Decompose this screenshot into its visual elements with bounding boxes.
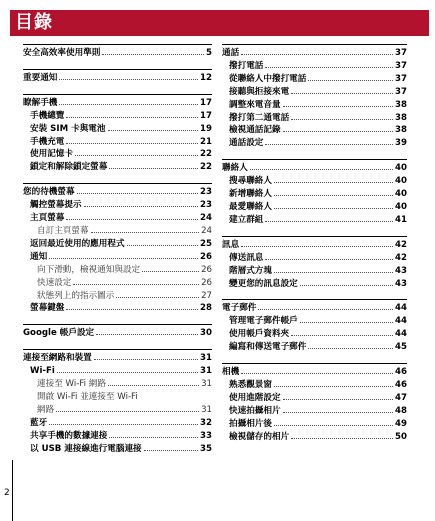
dot-leader	[84, 206, 198, 207]
toc-entry-title: 主頁螢幕	[30, 213, 65, 224]
toc-page-number: 32	[200, 417, 212, 428]
toc-entry[interactable]	[222, 405, 407, 418]
toc-entry[interactable]	[222, 265, 407, 278]
title-bar	[10, 10, 429, 36]
dot-leader	[308, 80, 393, 81]
toc-entry[interactable]	[222, 379, 407, 392]
dot-leader	[102, 54, 204, 55]
dot-leader	[91, 232, 199, 233]
dot-leader	[241, 54, 393, 55]
toc-page-number: 42	[395, 239, 407, 250]
toc-page-number: 38	[395, 125, 407, 136]
dot-leader	[116, 297, 199, 298]
toc-entry-title: 相機	[222, 367, 240, 378]
toc-entry-title: 聯絡人	[222, 163, 248, 174]
toc-entry-title: 傳送訊息	[229, 252, 264, 263]
dot-leader	[109, 168, 198, 169]
toc-page-number: 22	[200, 149, 212, 160]
toc-section	[23, 349, 212, 455]
toc-page-number: 37	[395, 60, 407, 71]
dot-leader	[291, 335, 393, 336]
toc-section	[222, 159, 407, 227]
toc-entry-title: 熟悉觀景窗	[229, 379, 272, 390]
toc-page-number: 37	[395, 48, 407, 58]
toc-page-number: 23	[200, 200, 212, 211]
toc-entry-title: 撥打第二通電話	[229, 112, 290, 123]
toc-entry-title: 最愛聯絡人	[229, 201, 272, 212]
toc-page-number: 17	[200, 97, 212, 108]
toc-entry[interactable]	[222, 86, 407, 99]
toc-entry-title: 快速設定	[37, 277, 72, 288]
dot-leader	[265, 221, 393, 222]
dot-leader	[283, 106, 393, 107]
dot-leader	[291, 93, 393, 94]
toc-page-number: 44	[395, 316, 407, 327]
toc-page-number: 46	[395, 367, 407, 378]
dot-leader	[274, 208, 393, 209]
toc-entry-title: 使用記憶卡	[30, 149, 73, 160]
toc-entry-title: 自訂主頁螢幕	[37, 225, 89, 236]
toc-chapter[interactable]	[222, 47, 407, 60]
dot-leader	[274, 182, 393, 183]
dot-leader	[265, 67, 393, 68]
toc-page-number: 39	[395, 138, 407, 149]
toc-page-number: 27	[201, 290, 212, 301]
toc-page-number: 50	[395, 431, 407, 442]
toc-page-number: 17	[200, 110, 212, 121]
dot-leader	[108, 385, 199, 386]
toc-entry-title: 快速拍攝相片	[229, 405, 281, 416]
toc-entry[interactable]	[222, 137, 407, 150]
toc-page-number: 46	[395, 379, 407, 390]
toc-entry[interactable]	[23, 290, 212, 303]
toc-page-number: 49	[395, 418, 407, 429]
dot-leader	[142, 271, 199, 272]
dot-leader	[49, 424, 198, 425]
toc-page-number: 45	[395, 342, 407, 353]
toc-page-number: 5	[206, 48, 212, 58]
toc-page-number: 31	[201, 379, 212, 390]
toc-page-number: 23	[200, 187, 212, 198]
toc-section	[222, 299, 407, 354]
toc-page-number: 31	[201, 404, 212, 415]
toc-entry[interactable]	[222, 99, 407, 112]
toc-chapter[interactable]	[222, 239, 407, 252]
toc-entry[interactable]	[23, 110, 212, 123]
toc-entry[interactable]	[222, 201, 407, 214]
toc-page-number: 24	[201, 225, 212, 236]
toc-entry[interactable]	[222, 60, 407, 73]
toc-page-number: 26	[201, 277, 212, 288]
dot-leader	[258, 309, 393, 310]
toc-entry-title: 瞭解手機	[23, 97, 58, 108]
toc-entry[interactable]	[23, 417, 212, 430]
dot-leader	[241, 373, 393, 374]
toc-page-number: 28	[200, 303, 212, 314]
dot-leader	[300, 322, 393, 323]
toc-chapter[interactable]	[23, 327, 212, 340]
dot-leader	[66, 219, 198, 220]
dot-leader	[59, 79, 198, 80]
dot-leader	[283, 399, 393, 400]
toc-entry[interactable]	[222, 112, 407, 125]
toc-page-number: 21	[200, 136, 212, 147]
toc-entry[interactable]	[222, 175, 407, 188]
toc-entry[interactable]	[23, 123, 212, 136]
dot-leader	[73, 284, 199, 285]
toc-entry-title: 電子郵件	[222, 303, 257, 314]
toc-entry-title: 網路	[37, 404, 55, 415]
toc-entry[interactable]	[23, 136, 212, 149]
toc-page-number: 26	[201, 264, 212, 275]
toc-section	[23, 183, 212, 315]
toc-page-number: 44	[395, 329, 407, 340]
toc-entry[interactable]	[222, 328, 407, 341]
toc-entry-title: 共享手機的數據連接	[30, 430, 108, 441]
toc-entry[interactable]	[23, 161, 212, 174]
toc-entry[interactable]	[222, 278, 407, 291]
toc-entry-title: 編寫和傳送電子郵件	[229, 342, 307, 353]
toc-chapter[interactable]	[23, 97, 212, 110]
toc-entry[interactable]	[23, 378, 212, 391]
toc-page-number: 26	[200, 251, 212, 262]
toc-entry-title: 螢幕鍵盤	[30, 303, 65, 314]
toc-right-column	[222, 44, 407, 452]
toc-page-number: 41	[395, 214, 407, 225]
toc-entry-title: 重要通知	[23, 72, 58, 83]
toc-entry-title: 變更您的訊息設定	[229, 278, 298, 289]
toc-page-number: 12	[200, 72, 212, 83]
toc-entry[interactable]	[222, 341, 407, 354]
toc-entry-title: 搜尋聯絡人	[229, 176, 272, 187]
toc-entry-title: 連接至 Wi-Fi 網路	[37, 379, 106, 390]
dot-leader	[66, 143, 198, 144]
toc-chapter[interactable]	[222, 302, 407, 315]
toc-entry[interactable]	[23, 225, 212, 238]
toc-entry-title: 您的待機螢幕	[23, 187, 75, 198]
toc-entry-title: 接聽與拒接來電	[229, 86, 290, 97]
dot-leader	[291, 438, 393, 439]
dot-leader	[108, 130, 199, 131]
toc-entry-title: 向下滑動，檢視通知與設定	[37, 264, 141, 275]
toc-entry[interactable]	[222, 431, 407, 444]
toc-chapter[interactable]	[222, 162, 407, 175]
toc-entry-title: 撥打電話	[229, 60, 264, 71]
dot-leader	[274, 272, 393, 273]
toc-entry-title: 連接至網路和裝置	[23, 353, 92, 364]
toc-entry-title: 狀態列上的指示圖示	[37, 290, 115, 301]
toc-page-number: 43	[395, 278, 407, 289]
toc-entry[interactable]	[222, 214, 407, 227]
dot-leader	[94, 359, 198, 360]
toc-page-number: 42	[395, 252, 407, 263]
toc-entry-title: 階層式方塊	[229, 265, 272, 276]
toc-entry[interactable]	[23, 277, 212, 290]
toc-entry-title: 安全高效率使用準則	[23, 48, 101, 58]
toc-entry-title: 手機總覽	[30, 110, 65, 121]
dot-leader	[265, 259, 393, 260]
toc-entry[interactable]	[23, 430, 212, 443]
toc-entry-title: 以 USB 連接線進行電腦連接	[30, 443, 142, 454]
toc-chapter[interactable]	[23, 186, 212, 199]
toc-entry-title: 拍攝相片後	[229, 418, 272, 429]
toc-entry[interactable]	[23, 264, 212, 277]
toc-chapter[interactable]	[23, 47, 212, 60]
toc-entry-title: 調整來電音量	[229, 99, 281, 110]
toc-entry-title: 使用進階設定	[229, 392, 281, 403]
dot-leader	[59, 104, 198, 105]
toc-entry[interactable]	[23, 251, 212, 264]
toc-entry-title: 管理電子郵件帳戶	[229, 316, 298, 327]
toc-entry[interactable]	[222, 252, 407, 265]
toc-entry[interactable]	[23, 365, 212, 378]
toc-page-number: 25	[200, 238, 212, 249]
dot-leader	[144, 450, 198, 451]
toc-entry-title: 訊息	[222, 239, 240, 250]
dot-leader	[127, 245, 198, 246]
toc-entry[interactable]	[222, 124, 407, 137]
page-number: 2	[4, 488, 10, 498]
dot-leader	[77, 193, 198, 194]
dot-leader	[109, 437, 198, 438]
toc-entry[interactable]	[222, 392, 407, 405]
toc-page-number: 40	[395, 176, 407, 187]
toc-entry-title: 檢視通話記錄	[229, 125, 281, 136]
dot-leader	[300, 285, 393, 286]
toc-entry-title: 通知	[30, 251, 48, 262]
dot-leader	[274, 195, 393, 196]
toc-page-number: 33	[200, 430, 212, 441]
toc-page-number: 47	[395, 392, 407, 403]
toc-section	[23, 44, 212, 60]
toc-entry-title: 從聯絡人中撥打電話	[229, 73, 307, 84]
toc-entry-title: 檢視儲存的相片	[229, 431, 290, 442]
page-title: 目錄	[15, 12, 53, 33]
toc-section	[23, 94, 212, 174]
toc-entry-title: 手機充電	[30, 136, 65, 147]
toc-section	[222, 236, 407, 291]
dot-leader	[66, 117, 198, 118]
dot-leader	[274, 425, 393, 426]
dot-leader	[308, 348, 393, 349]
toc-entry[interactable]	[222, 315, 407, 328]
toc-page-number: 38	[395, 112, 407, 123]
toc-entry-title: 新增聯絡人	[229, 189, 272, 200]
toc-entry-title: Wi-Fi	[30, 366, 55, 377]
toc-page-number: 44	[395, 303, 407, 314]
page-edge-rule	[12, 460, 13, 521]
dot-leader	[283, 412, 393, 413]
toc-entry-title: 使用帳戶資料夾	[229, 329, 290, 340]
toc-chapter[interactable]	[23, 352, 212, 365]
toc-entry-title: 返回最近使用的應用程式	[30, 238, 125, 249]
toc-section	[222, 44, 407, 150]
toc-page-number: 37	[395, 86, 407, 97]
dot-leader	[96, 334, 198, 335]
toc-entry-title: 安裝 SIM 卡與電池	[30, 123, 106, 134]
dot-leader	[291, 119, 393, 120]
toc-entry[interactable]	[222, 418, 407, 431]
dot-leader	[56, 411, 199, 412]
dot-leader	[57, 372, 198, 373]
toc-entry-title: 建立群組	[229, 214, 264, 225]
toc-chapter[interactable]	[222, 366, 407, 379]
toc-entry[interactable]	[222, 73, 407, 86]
toc-entry[interactable]	[23, 302, 212, 315]
toc-entry-title: 鎖定和解除鎖定螢幕	[30, 162, 108, 173]
toc-page-number: 48	[395, 405, 407, 416]
toc-entry-title: Google 帳戶設定	[23, 328, 95, 339]
toc-page-number: 40	[395, 201, 407, 212]
toc-entry[interactable]	[23, 404, 212, 417]
dot-leader	[265, 144, 393, 145]
dot-leader	[250, 169, 393, 170]
toc-left-column	[23, 44, 212, 464]
toc-page-number: 40	[395, 189, 407, 200]
toc-page-number: 30	[200, 328, 212, 339]
toc-entry[interactable]	[23, 212, 212, 225]
toc-entry-continued: 開啟 Wi-Fi 並連接至 Wi-Fi	[37, 391, 138, 402]
toc-page-number: 37	[395, 73, 407, 84]
dot-leader	[283, 131, 393, 132]
toc-entry-title: 藍牙	[30, 417, 48, 428]
toc-section	[23, 69, 212, 85]
toc-section	[222, 363, 407, 443]
dot-leader	[274, 386, 393, 387]
toc-page-number: 40	[395, 163, 407, 174]
dot-leader	[241, 246, 393, 247]
toc-section	[23, 324, 212, 340]
toc-entry[interactable]	[23, 199, 212, 212]
toc-entry[interactable]	[23, 443, 212, 456]
toc-chapter[interactable]	[23, 72, 212, 85]
dot-leader	[75, 155, 198, 156]
toc-page-number: 43	[395, 265, 407, 276]
toc-page-number: 38	[395, 99, 407, 110]
toc-entry-title: 通話	[222, 48, 240, 58]
toc-page-number: 35	[200, 443, 212, 454]
toc-entry[interactable]	[23, 148, 212, 161]
toc-page-number: 24	[200, 213, 212, 224]
dot-leader	[49, 258, 198, 259]
toc-entry-title: 通話設定	[229, 138, 264, 149]
toc-page-number: 31	[200, 353, 212, 364]
dot-leader	[66, 309, 198, 310]
toc-page-number: 19	[200, 123, 212, 134]
toc-entry[interactable]	[222, 188, 407, 201]
toc-page-number: 22	[200, 162, 212, 173]
toc-page-number: 31	[200, 366, 212, 377]
toc-entry-title: 觸控螢幕提示	[30, 200, 82, 211]
toc-entry[interactable]	[23, 238, 212, 251]
